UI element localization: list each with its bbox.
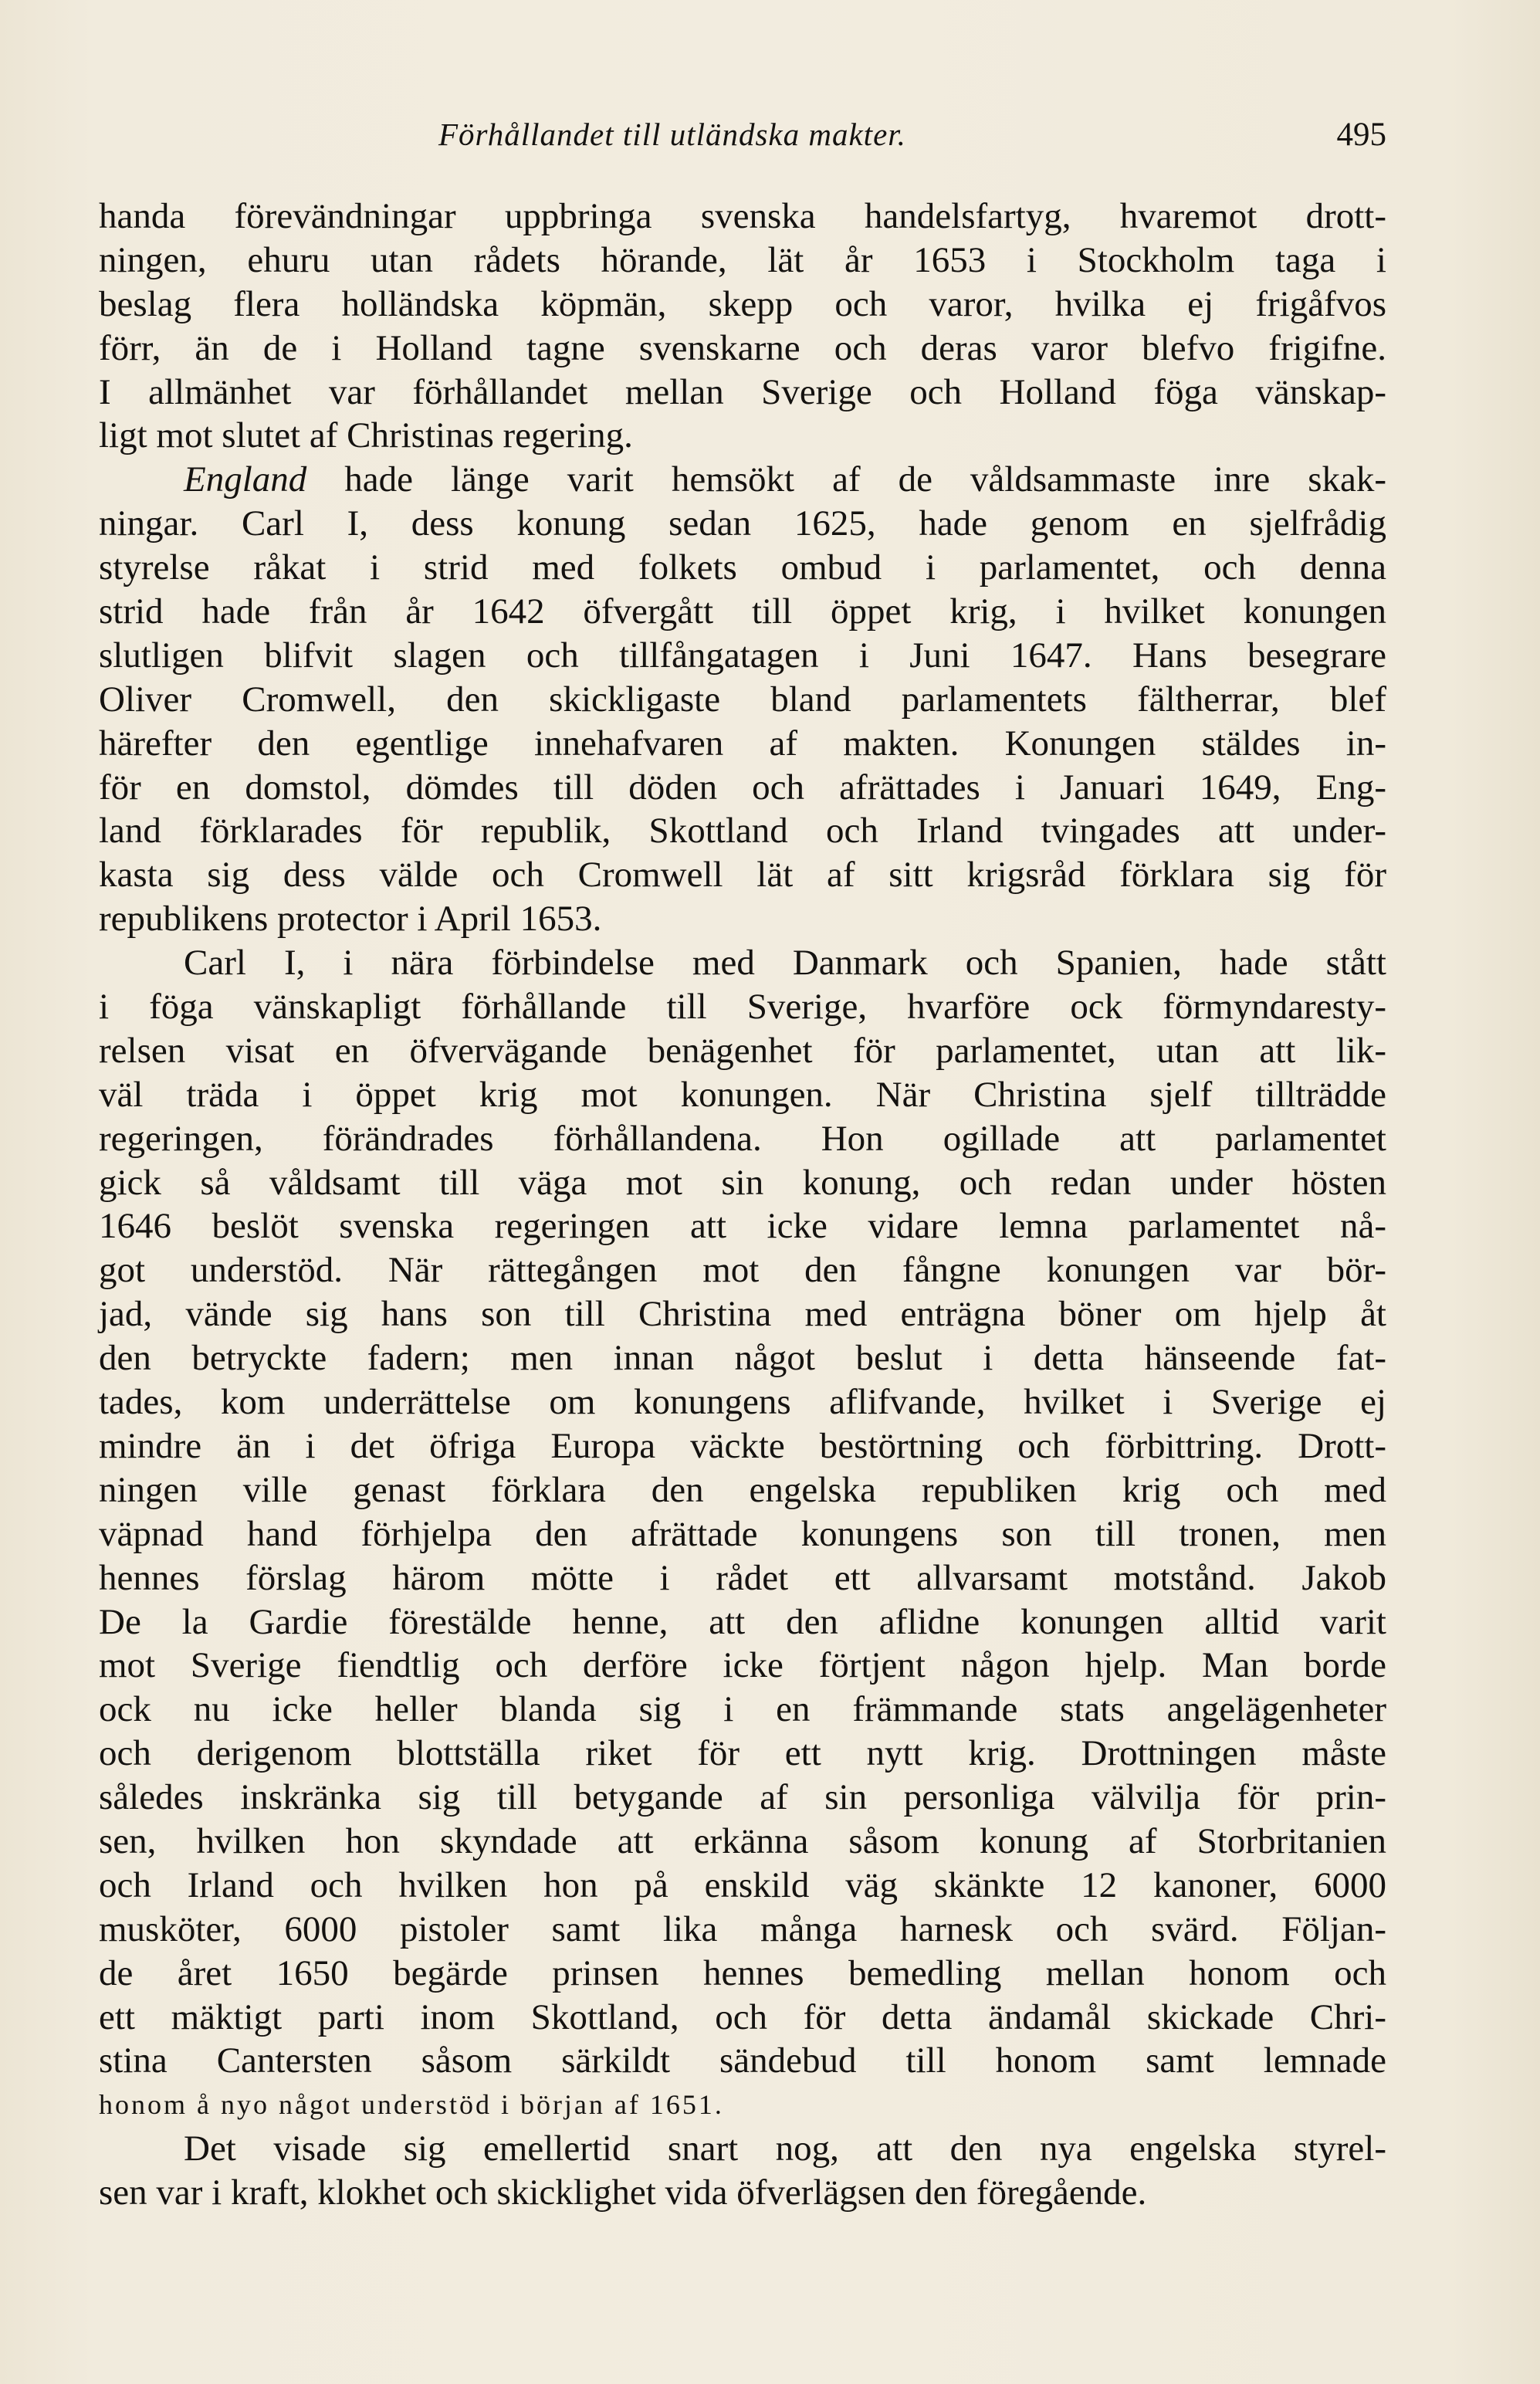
text-line: jad, vände sig hans son till Christina med enträgna böner om hjelp åt	[99, 1294, 1386, 1335]
text-line: relsen visat en öfvervägande benägenhet för parlamentet, utan att lik-	[99, 1030, 1386, 1071]
text-line: förr, än de i Holland tagne svenskarne och deras varor blefvo frigifne.	[99, 327, 1386, 368]
text-line: Det visade sig emellertid snart nog, att den nya engelska styrel-	[184, 2128, 1386, 2169]
text-line: got understöd. När rättegången mot den fångne konungen var bör-	[99, 1250, 1386, 1291]
text-line: mot Sverige fiendtlig och derföre icke förtjent någon hjelp. Man borde	[99, 1645, 1386, 1686]
body-text	[99, 195, 1386, 2215]
text-line-england	[99, 458, 1386, 502]
text-line: för en domstol, dömdes till döden och afrättades i Januari 1649, Eng-	[99, 767, 1386, 808]
text-line: musköter, 6000 pistoler samt lika många harnesk och svärd. Följan-	[99, 1908, 1386, 1949]
running-title: Förhållandet till utländska makter.	[438, 117, 906, 152]
text-line: således inskränka sig till betygande af sin personliga välvilja för prin-	[99, 1777, 1386, 1818]
text-line: mindre än i det öfriga Europa väckte bestörtning och förbittring. Drott-	[99, 1425, 1386, 1466]
text-line: honom å nyo något understöd i början af 1651.	[99, 2089, 724, 2121]
text-line: tades, kom underrättelse om konungens aflifvande, hvilket i Sverige ej	[99, 1382, 1386, 1423]
text-line: gick så våldsamt till väga mot sin konung, och redan under hösten	[99, 1162, 1386, 1203]
text-line: kasta sig dess välde och Cromwell lät af sitt krigsråd förklara sig för	[99, 855, 1386, 896]
text-line: sen, hvilken hon skyndade att erkänna såsom konung af Storbritanien	[99, 1820, 1386, 1861]
text-line: slutligen blifvit slagen och tillfångatagen i Juni 1647. Hans besegrare	[99, 635, 1386, 676]
page-number: 495	[1336, 117, 1386, 153]
text-line: hennes förslag härom mötte i rådet ett allvarsamt motstånd. Jakob	[99, 1557, 1386, 1598]
text-line: väpnad hand förhjelpa den afrättade konungens son till tronen, men	[99, 1513, 1386, 1554]
text-line: De la Gardie förestälde henne, att den aflidne konungen alltid varit	[99, 1601, 1386, 1642]
text-line: och Irland och hvilken hon på enskild väg skänkte 12 kanoner, 6000	[99, 1864, 1386, 1905]
text-line: 1646 beslöt svenska regeringen att icke vidare lemna parlamentet nå-	[99, 1206, 1386, 1247]
text-line: strid hade från år 1642 öfvergått till öppet krig, i hvilket konungen	[99, 591, 1386, 632]
text-line: beslag flera holländska köpmän, skepp och varor, hvilka ej frigåfvos	[99, 283, 1386, 324]
text-line: och derigenom blottställa riket för ett nytt krig. Drottningen måste	[99, 1733, 1386, 1774]
text-line: i föga vänskapligt förhållande till Sverige, hvarföre ock förmyndaresty-	[99, 987, 1386, 1028]
emphasis-england: England	[184, 459, 307, 500]
text-line: styrelse råkat i strid med folkets ombud i parlamentet, och denna	[99, 547, 1386, 588]
text-line: ningar. Carl I, dess konung sedan 1625, hade genom en sjelfrådig	[99, 503, 1386, 544]
text-line-rest: hade länge varit hemsökt af de våldsammaste inre skak-	[344, 459, 1386, 500]
text-line: ningen ville genast förklara den engelska republiken krig och med	[99, 1469, 1386, 1510]
text-line: den betryckte fadern; men innan något beslut i detta hänseende fat-	[99, 1338, 1386, 1379]
text-line: republikens protector i April 1653.	[99, 899, 602, 940]
text-line: regeringen, förändrades förhållandena. Hon ogillade att parlamentet	[99, 1118, 1386, 1159]
text-line: väl träda i öppet krig mot konungen. När Christina sjelf tillträdde	[99, 1074, 1386, 1115]
text-line: handa förevändningar uppbringa svenska handelsfartyg, hvaremot drott-	[99, 196, 1386, 236]
text-line: ligt mot slutet af Christinas regering.	[99, 415, 633, 456]
running-head	[99, 116, 1386, 162]
text-line: Carl I, i nära förbindelse med Danmark och Spanien, hade stått	[184, 943, 1386, 984]
text-line: härefter den egentlige innehafvaren af makten. Konungen stäldes in-	[99, 723, 1386, 764]
text-line: ett mäktigt parti inom Skottland, och för detta ändamål skickade Chri-	[99, 1996, 1386, 2037]
text-line: land förklarades för republik, Skottland och Irland tvingades att under-	[99, 811, 1386, 852]
text-line: stina Cantersten såsom särkildt sändebud till honom samt lemnade	[99, 2040, 1386, 2081]
text-line: I allmänhet var förhållandet mellan Sverige och Holland föga vänskap-	[99, 371, 1386, 412]
text-line: ningen, ehuru utan rådets hörande, lät år 1653 i Stockholm taga i	[99, 239, 1386, 280]
text-line: Oliver Cromwell, den skickligaste bland parlamentets fältherrar, blef	[99, 679, 1386, 720]
text-line: ock nu icke heller blanda sig i en främmande stats angelägenheter	[99, 1689, 1386, 1730]
text-line: de året 1650 begärde prinsen hennes bemedling mellan honom och	[99, 1952, 1386, 1993]
text-line: sen var i kraft, klokhet och skicklighet vida öfverlägsen den föregående.	[99, 2172, 1147, 2213]
